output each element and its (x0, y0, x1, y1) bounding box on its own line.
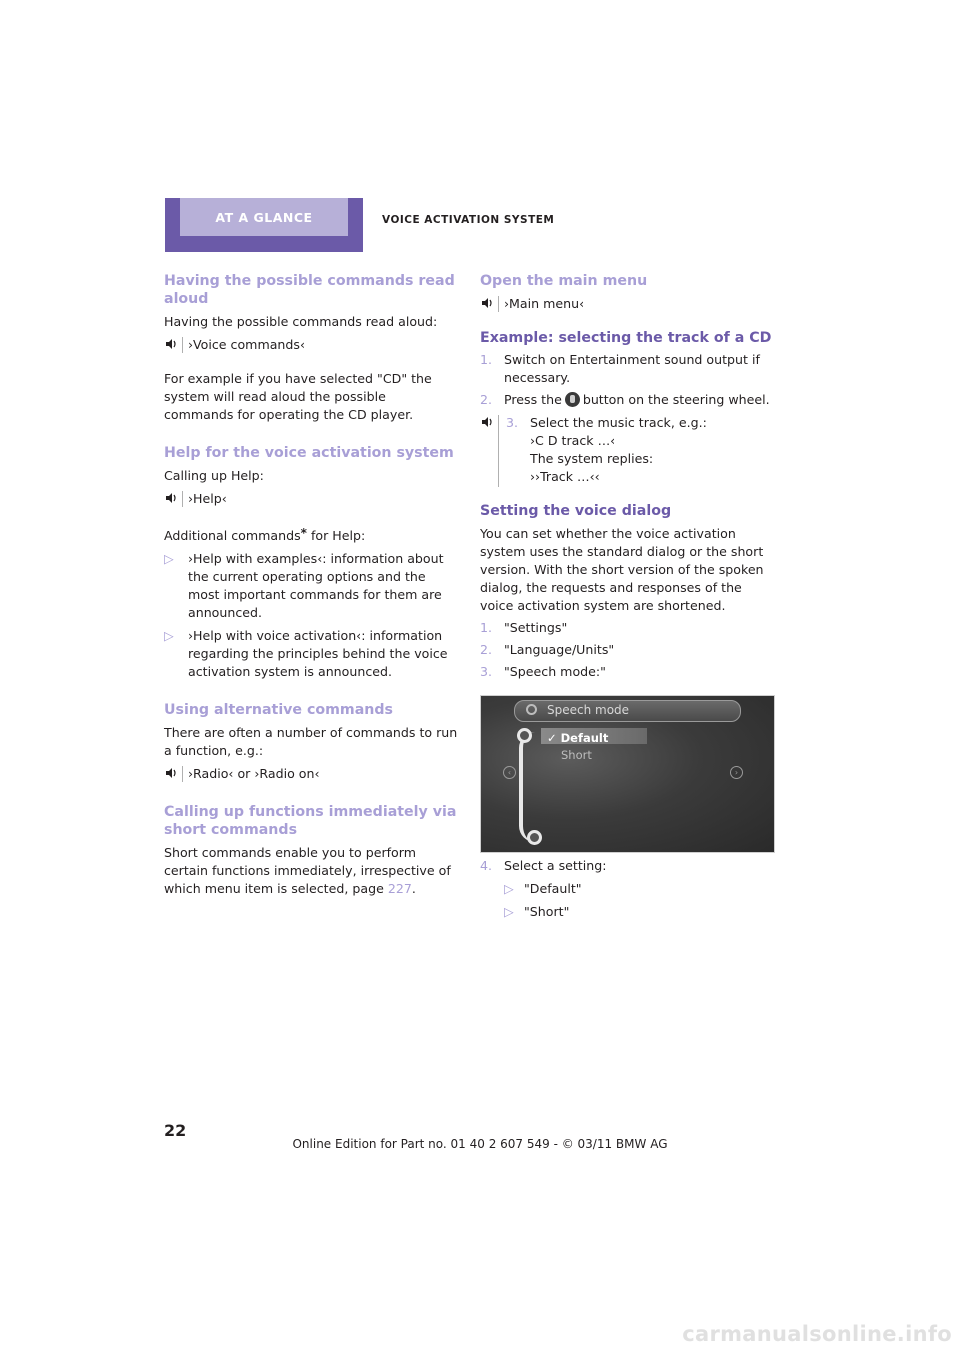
right-column (480, 272, 775, 921)
list-item: ▷ ›Help with examples‹: information about the current operating options and the most important commands for them are announced. (164, 551, 444, 620)
list-item: 4. Select a setting: (480, 858, 607, 873)
voice-command-icon (164, 766, 183, 782)
right-arrow-icon: › (730, 766, 743, 779)
bullet-arrow-icon: ▷ (504, 904, 514, 919)
paragraph: Calling up Help: (164, 468, 264, 483)
list-item: 3. "Speech mode:" (480, 664, 606, 679)
list-item: 2. Press the button on the steering wheel. (480, 392, 770, 407)
voice-command-icon (480, 415, 499, 487)
list-item: 1. "Settings" (480, 620, 568, 635)
bullet-arrow-icon: ▷ (164, 551, 174, 566)
chapter-tab (165, 198, 363, 252)
watermark: carmanualsonline.info (682, 1322, 952, 1346)
speech-mode-screen (480, 695, 775, 853)
section-title: VOICE ACTIVATION SYSTEM (382, 214, 555, 226)
paragraph: For example if you have selected "CD" the system will read aloud the possible commands for operating the CD player. (164, 371, 432, 422)
list-item: 1. Switch on Entertainment sound output if necessary. (480, 352, 760, 385)
chapter-tab-label: AT A GLANCE (180, 198, 348, 236)
list-item: ▷ "Default" (504, 881, 582, 896)
heading-main-menu: Open the main menu (480, 273, 648, 289)
option-default[interactable]: ✓ Default (547, 731, 609, 745)
paragraph: You can set whether the voice activation system uses the standard dialog or the short version. With the short version of the spoken dialog, the requests and responses of the voice activation system are shortened. (480, 526, 764, 613)
voice-command: ›Main menu‹ (480, 295, 775, 313)
voice-command: ›Help‹ (164, 490, 459, 508)
voice-command: ›Radio‹ or ›Radio on‹ (164, 765, 459, 783)
screen-header-text: Speech mode (547, 703, 630, 717)
heading-voice-dialog: Setting the voice dialog (480, 503, 672, 519)
page-link[interactable]: 227 (387, 881, 412, 896)
paragraph: There are often a number of commands to run a function, e.g.: (164, 725, 458, 758)
option-short[interactable]: Short (561, 748, 592, 762)
heading-alternative-commands: Using alternative commands (164, 702, 393, 718)
settings-gear-icon (526, 704, 537, 715)
bullet-arrow-icon: ▷ (504, 881, 514, 896)
controller-knob-bottom (527, 830, 542, 845)
paragraph: Additional commands* for Help: (164, 526, 366, 543)
page-number: 22 (164, 1121, 187, 1140)
voice-command: ›Voice commands‹ (164, 336, 459, 354)
paragraph: Short commands enable you to perform certain functions immediately, irrespective of which menu item is selected, page 227. (164, 845, 451, 896)
voice-command-icon (480, 296, 499, 312)
voice-command-icon (164, 337, 183, 353)
heading-commands-read-aloud: Having the possible commands read aloud (164, 273, 455, 307)
controller-knob-top (517, 728, 532, 743)
list-item: 2. "Language/Units" (480, 642, 615, 657)
left-arrow-icon: ‹ (503, 766, 516, 779)
heading-example-track: Example: selecting the track of a CD (480, 330, 772, 346)
footer-text: Online Edition for Part no. 01 40 2 607 549 - © 03/11 BMW AG (292, 1137, 668, 1151)
heading-help: Help for the voice activation system (164, 445, 454, 461)
paragraph: Having the possible commands read aloud: (164, 314, 438, 329)
voice-command-block: 3. Select the music track, e.g.: ›C D track …‹ The system replies: ››Track …‹‹ (480, 414, 775, 486)
asterisk: * (300, 526, 307, 540)
left-column (164, 272, 459, 898)
voice-button-icon (565, 392, 580, 407)
heading-short-commands: Calling up functions immediately via short commands (164, 804, 457, 838)
list-item: ▷ "Short" (504, 904, 570, 919)
controller-arc (519, 732, 535, 842)
list-item: ▷ ›Help with voice activation‹: information regarding the principles behind the voice activation system is announced. (164, 628, 448, 679)
bullet-arrow-icon: ▷ (164, 628, 174, 643)
voice-command-icon (164, 491, 183, 507)
